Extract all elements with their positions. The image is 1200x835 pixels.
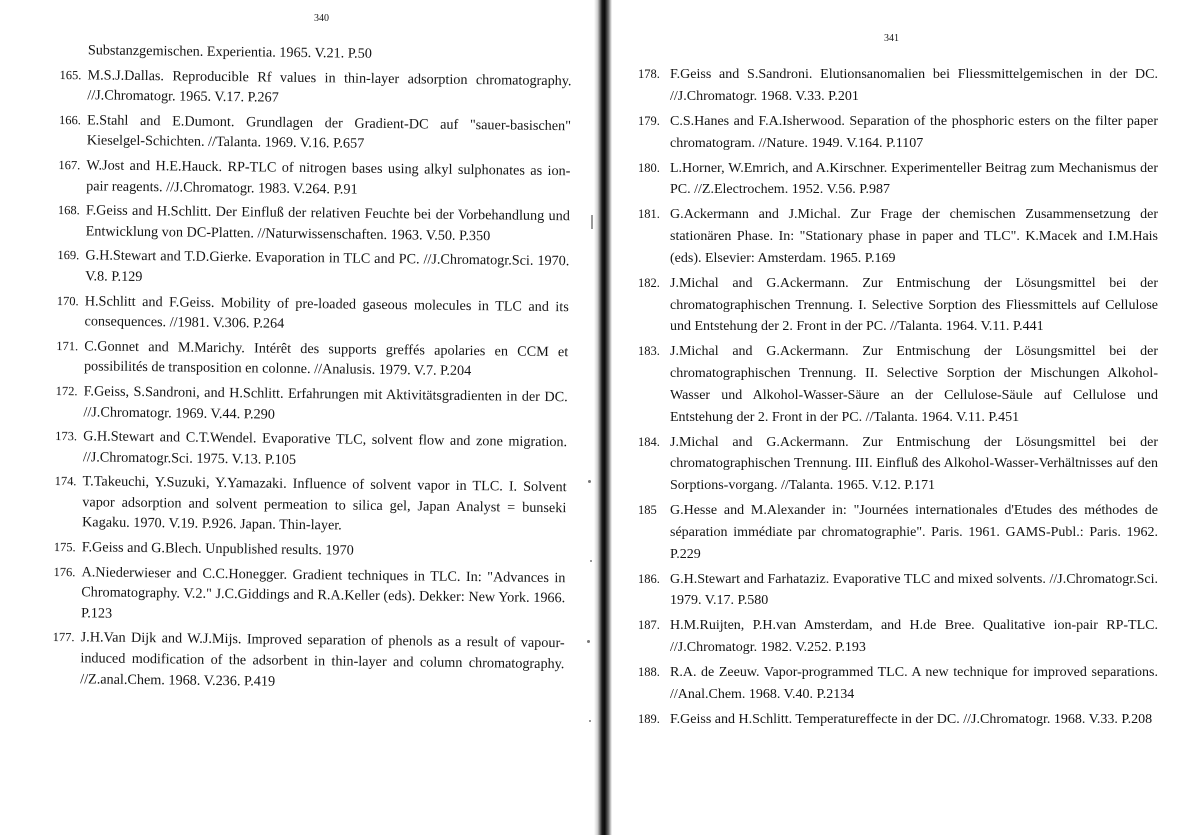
reference-item (57, 245, 569, 292)
reference-number: 179. (638, 113, 660, 128)
reference-text: F.Geiss and H.Schlitt. Temperatureffecte in der DC. //J.Chromatogr. 1968. V.33. P.208 (670, 711, 1153, 727)
reference-item (638, 111, 1158, 154)
reference-text: J.Michal and G.Ackermann. Zur Entmischung der Lösungsmittel bei der chromatographischen Trennung. III. Einfluß des Alkohol-Wasser-Verhältnisses auf den Sorptions-vorgang. //Talanta. 1965. V.12. P.171 (670, 434, 1158, 493)
reference-item (638, 569, 1158, 612)
reference-text: W.Jost and H.E.Hauck. RP-TLC of nitrogen bases using alkyl sulphonates as ion-pair reagents. //J.Chromatogr. 1983. V.264. P.91 (86, 157, 571, 198)
reference-number: 168. (57, 203, 80, 218)
reference-item (638, 615, 1158, 658)
reference-text: G.Hesse and M.Alexander in: "Journées internationales d'Etudes des méthodes de séparation immédiate par chromatographie". Paris. 1961. GAMS-Publ.: Paris. 1962. P.229 (670, 503, 1158, 562)
reference-number: 181. (638, 207, 660, 222)
reference-text: R.A. de Zeeuw. Vapor-programmed TLC. A new technique for improved separations. //Anal.Chem. 1968. V.40. P.2134 (670, 665, 1158, 702)
reference-item (54, 471, 567, 539)
reference-text: L.Horner, W.Emrich, and A.Kirschner. Experimenteller Beitrag zum Mechanismus der PC. //Z.Electrochem. 1952. V.56. P.987 (670, 160, 1158, 198)
reference-text: E.Stahl and E.Dumont. Grundlagen der Gradient-DC auf "sauer-basischen" Kieselgel-Schichten. //Talanta. 1969. V.16. P.657 (86, 112, 572, 153)
page-number: 341 (884, 33, 899, 44)
reference-text: H.M.Ruijten, P.H.van Amsterdam, and H.de Bree. Qualitative ion-pair RP-TLC. //J.Chromatogr. 1982. V.252. P.193 (670, 618, 1158, 656)
reference-item (55, 426, 567, 473)
reference-item (56, 291, 568, 338)
reference-number: 177. (52, 630, 75, 645)
reference-item (52, 627, 565, 695)
reference-item (59, 65, 571, 112)
reference-text: C.Gonnet and M.Marichy. Intérêt des supports greffés apolaries en CCM et possibilités de transposition en colonne. //Analusis. 1979. V.7. P.204 (83, 338, 569, 380)
reference-number: 188. (638, 665, 660, 680)
reference-number: 186. (638, 571, 660, 586)
reference-text: G.H.Stewart and Farhataziz. Evaporative TLC and mixed solvents. //J.Chromatogr.Sci. 1979. V.17. P.580 (670, 571, 1158, 609)
reference-number: 183. (638, 344, 660, 359)
reference-item (53, 562, 566, 630)
reference-item (638, 341, 1158, 428)
reference-text: M.S.J.Dallas. Reproducible Rf values in thin-layer adsorption chromatography. //J.Chromatogr. 1965. V.17. P.267 (87, 66, 572, 106)
reference-continuation: Substanzgemischen. Experientia. 1965. V.21. P.50 (87, 42, 372, 62)
reference-number: 171. (56, 338, 79, 353)
page-number: 340 (314, 13, 329, 24)
reference-number: 175. (53, 540, 76, 555)
reference-number: 165. (59, 67, 82, 82)
reference-number: 167. (58, 157, 81, 173)
reference-item (55, 381, 567, 428)
reference-item (638, 709, 1158, 731)
reference-item (58, 155, 570, 202)
reference-text: C.S.Hanes and F.A.Isherwood. Separation of the phosphoric esters on the filter paper chromatogram. //Nature. 1949. V.164. P.1107 (670, 113, 1158, 151)
reference-text: H.Schlitt and F.Geiss. Mobility of pre-loaded gaseous molecules in TLC and its consequences. //1981. V.306. P.264 (84, 292, 569, 332)
reference-text: J.Michal and G.Ackermann. Zur Entmischung der Lösungsmittel bei der chromatographischen Trennung. II. Selective Sorption der Mischungen Alkohol-Wasser und Alkohol-Wasser-Säure an der Cellulose-Säule auf Cellulose und Entstehung der 2. Front in der PC. //Talanta. 1964. V.11. P.451 (670, 344, 1158, 425)
reference-list (52, 40, 572, 699)
reference-number: 189. (638, 711, 660, 726)
reference-text: G.H.Stewart and T.D.Gierke. Evaporation in TLC and PC. //J.Chromatogr.Sci. 1970. V.8. P.129 (85, 247, 570, 285)
reference-item (638, 432, 1158, 497)
reference-item (54, 537, 566, 564)
book-gutter (594, 0, 612, 835)
reference-number: 170. (56, 293, 79, 308)
reference-item (59, 110, 571, 157)
reference-number: 173. (55, 429, 78, 444)
reference-text: G.H.Stewart and C.T.Wendel. Evaporative TLC, solvent flow and zone migration. //J.Chromatogr.Sci. 1975. V.13. P.105 (82, 428, 568, 468)
reference-item (638, 500, 1158, 565)
reference-number: 180. (638, 160, 660, 175)
reference-text: J.H.Van Dijk and W.J.Mijs. Improved separation of phenols as a result of vapour-induced modification of the adsorbent in thin-layer and column chromatography. //Z.anal.Chem. 1968. V.236. P.419 (80, 629, 565, 690)
reference-text: F.Geiss, S.Sandroni, and H.Schlitt. Erfahrungen mit Aktivitätsgradienten in der DC. //J.Chromatogr. 1969. V.44. P.290 (83, 383, 568, 423)
reference-number: 184. (638, 434, 660, 449)
reference-text: T.Takeuchi, Y.Suzuki, Y.Yamazaki. Influence of solvent vapor in TLC. I. Solvent vapor adsorption and solvent permeation to silica gel, Japan Analyst = bunseki Kagaku. 1970. V.19. P.926. Japan. Thin-layer. (82, 473, 567, 534)
left-page (0, 0, 598, 835)
reference-text: F.Geiss and S.Sandroni. Elutionsanomalien bei Fliessmittelgemischen in der DC. //J.Chromatogr. 1968. V.33. P.201 (670, 67, 1158, 104)
reference-text: G.Ackermann and J.Michal. Zur Frage der chemischen Zusammensetzung der stationären Phase. In: "Stationary phase in paper and TLC". K.Macek and I.M.Hais (eds). Elsevier: Amsterdam. 1965. P.169 (670, 207, 1158, 266)
reference-number: 176. (53, 564, 76, 579)
reference-number: 185 (638, 503, 657, 518)
reference-number: 172. (55, 383, 78, 399)
reference-item (638, 662, 1158, 705)
reference-number: 187. (638, 618, 660, 633)
reference-text: F.Geiss and H.Schlitt. Der Einfluß der relativen Feuchte bei der Vorbehandlung und Entwicklung von DC-Platten. //Naturwissenschaften. 1963. V.50. P.350 (85, 202, 570, 245)
reference-number: 166. (58, 112, 81, 128)
reference-number: 174. (54, 474, 77, 489)
reference-item (58, 200, 570, 247)
reference-number: 178. (638, 67, 660, 81)
reference-text: F.Geiss and G.Blech. Unpublished results. 1970 (81, 539, 354, 559)
reference-number: 169. (57, 248, 80, 263)
reference-number: 182. (638, 275, 660, 290)
reference-text: A.Niederwieser and C.C.Honegger. Gradient techniques in TLC. In: "Advances in Chromatography. V.2." J.C.Giddings and R.A.Keller (eds). Dekker: New York. 1966. P.123 (80, 563, 566, 622)
reference-list (638, 64, 1158, 734)
reference-item (56, 336, 568, 383)
right-page (611, 0, 1200, 835)
reference-item (638, 204, 1158, 269)
reference-text: J.Michal and G.Ackermann. Zur Entmischung der Lösungsmittel bei der chromatographischen Trennung. I. Selective Sorption des Fliessmittels auf Cellulose und Entstehung der 2. Front in der PC. //Talanta. 1964. V.11. P.441 (670, 275, 1158, 335)
reference-item (638, 158, 1158, 201)
reference-item (638, 273, 1158, 338)
reference-item (638, 64, 1158, 107)
